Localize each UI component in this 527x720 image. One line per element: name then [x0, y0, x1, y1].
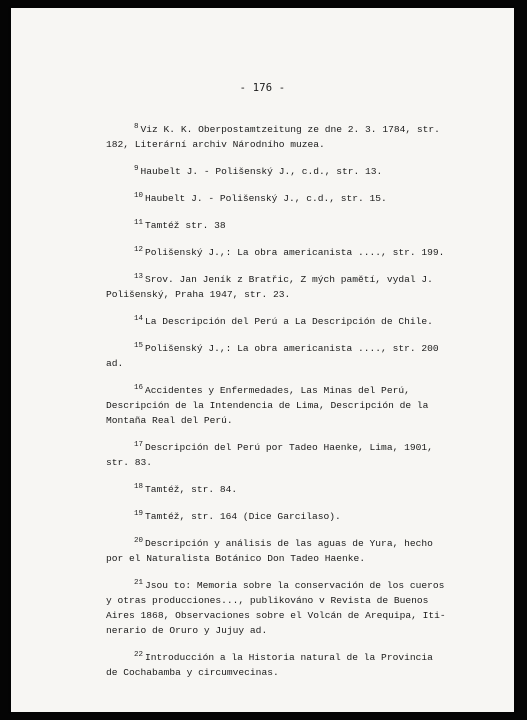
- footnote-text: Descripción de la Intendencia de Lima, Descripción de la: [106, 400, 429, 411]
- footnote: [106, 648, 451, 680]
- footnote-text: Jsou to: Memoria sobre la conservación de los cueros: [145, 580, 445, 591]
- footnote-number: 16: [134, 384, 144, 392]
- footnote-text: Haubelt J. - Polišenský J., c.d., str. 13.: [140, 166, 383, 177]
- footnote-number: 21: [134, 579, 144, 587]
- footnote-text: Polišenský, Praha 1947, str. 23.: [106, 289, 291, 300]
- footnote-number: 12: [134, 246, 144, 254]
- footnote: [106, 576, 451, 638]
- footnote-text: Introducción a la Historia natural de la Provincia: [145, 652, 433, 663]
- footnote-text: de Cochabamba y circumvecinas.: [106, 667, 279, 678]
- footnote-number: 15: [134, 342, 144, 350]
- footnote: [106, 189, 451, 206]
- footnote: [106, 120, 451, 152]
- footnote-text: Tamtéž str. 38: [145, 220, 226, 231]
- footnote-text: str. 83.: [106, 457, 153, 468]
- footnote-text: Polišenský J.,: La obra americanista ...., str. 200: [145, 343, 439, 354]
- footnote-text: Aires 1868, Observaciones sobre el Volcán de Arequipa, Iti-: [106, 610, 446, 621]
- footnote-text: Viz K. K. Oberpostamtzeitung ze dne 2. 3. 1784, str.: [140, 124, 440, 135]
- footnote: [106, 162, 451, 179]
- footnote-text: por el Naturalista Botánico Don Tadeo Haenke.: [106, 553, 366, 564]
- footnote: [106, 216, 451, 233]
- footnote: [106, 480, 451, 497]
- page-number: - 176 -: [239, 82, 286, 94]
- footnote-text: Tamtéž, str. 84.: [145, 484, 238, 495]
- footnote: [106, 507, 451, 524]
- footnote: [106, 381, 451, 428]
- footnote-text: Accidentes y Enfermedades, Las Minas del Perú,: [145, 385, 410, 396]
- footnote-number: 19: [134, 510, 144, 518]
- footnote-text: y otras producciones..., publikováno v Revista de Buenos: [106, 595, 429, 606]
- footnote: [106, 270, 451, 302]
- footnote-text: Polišenský J.,: La obra americanista ...., str. 199.: [145, 247, 445, 258]
- footnote: [106, 339, 451, 371]
- footnote-text: 182, Literární archiv Národního muzea.: [106, 139, 325, 150]
- footnote-text: La Descripción del Perú a La Descripción de Chile.: [145, 316, 433, 327]
- footnote-number: 11: [134, 219, 144, 227]
- footnote-number: 18: [134, 483, 144, 491]
- footnote-number: 9: [134, 165, 139, 173]
- footnote-number: 8: [134, 123, 139, 131]
- footnote-text: Haubelt J. - Polišenský J., c.d., str. 15.: [145, 193, 387, 204]
- footnote-number: 13: [134, 273, 144, 281]
- footnote-text: Descripción y análisis de las aguas de Yura, hecho: [145, 538, 433, 549]
- footnote-number: 20: [134, 537, 144, 545]
- footnote-number: 14: [134, 315, 144, 323]
- footnote-text: Tamtéž, str. 164 (Dice Garcilaso).: [145, 511, 341, 522]
- footnote: [106, 243, 451, 260]
- footnote: [106, 438, 451, 470]
- footnote: [106, 312, 451, 329]
- footnote-number: 22: [134, 651, 144, 659]
- footnotes-list: [106, 120, 451, 690]
- footnote-text: Descripción del Perú por Tadeo Haenke, Lima, 1901,: [145, 442, 433, 453]
- footnote-number: 10: [134, 192, 144, 200]
- footnote-text: Montaña Real del Perú.: [106, 415, 233, 426]
- footnote-text: ad.: [106, 358, 124, 369]
- footnote-number: 17: [134, 441, 144, 449]
- document-page: [11, 8, 514, 712]
- footnote-text: Srov. Jan Jeník z Bratřic, Z mých pamětí, vydal J.: [145, 274, 433, 285]
- footnote-text: nerario de Oruro y Jujuy ad.: [106, 625, 268, 636]
- footnote: [106, 534, 451, 566]
